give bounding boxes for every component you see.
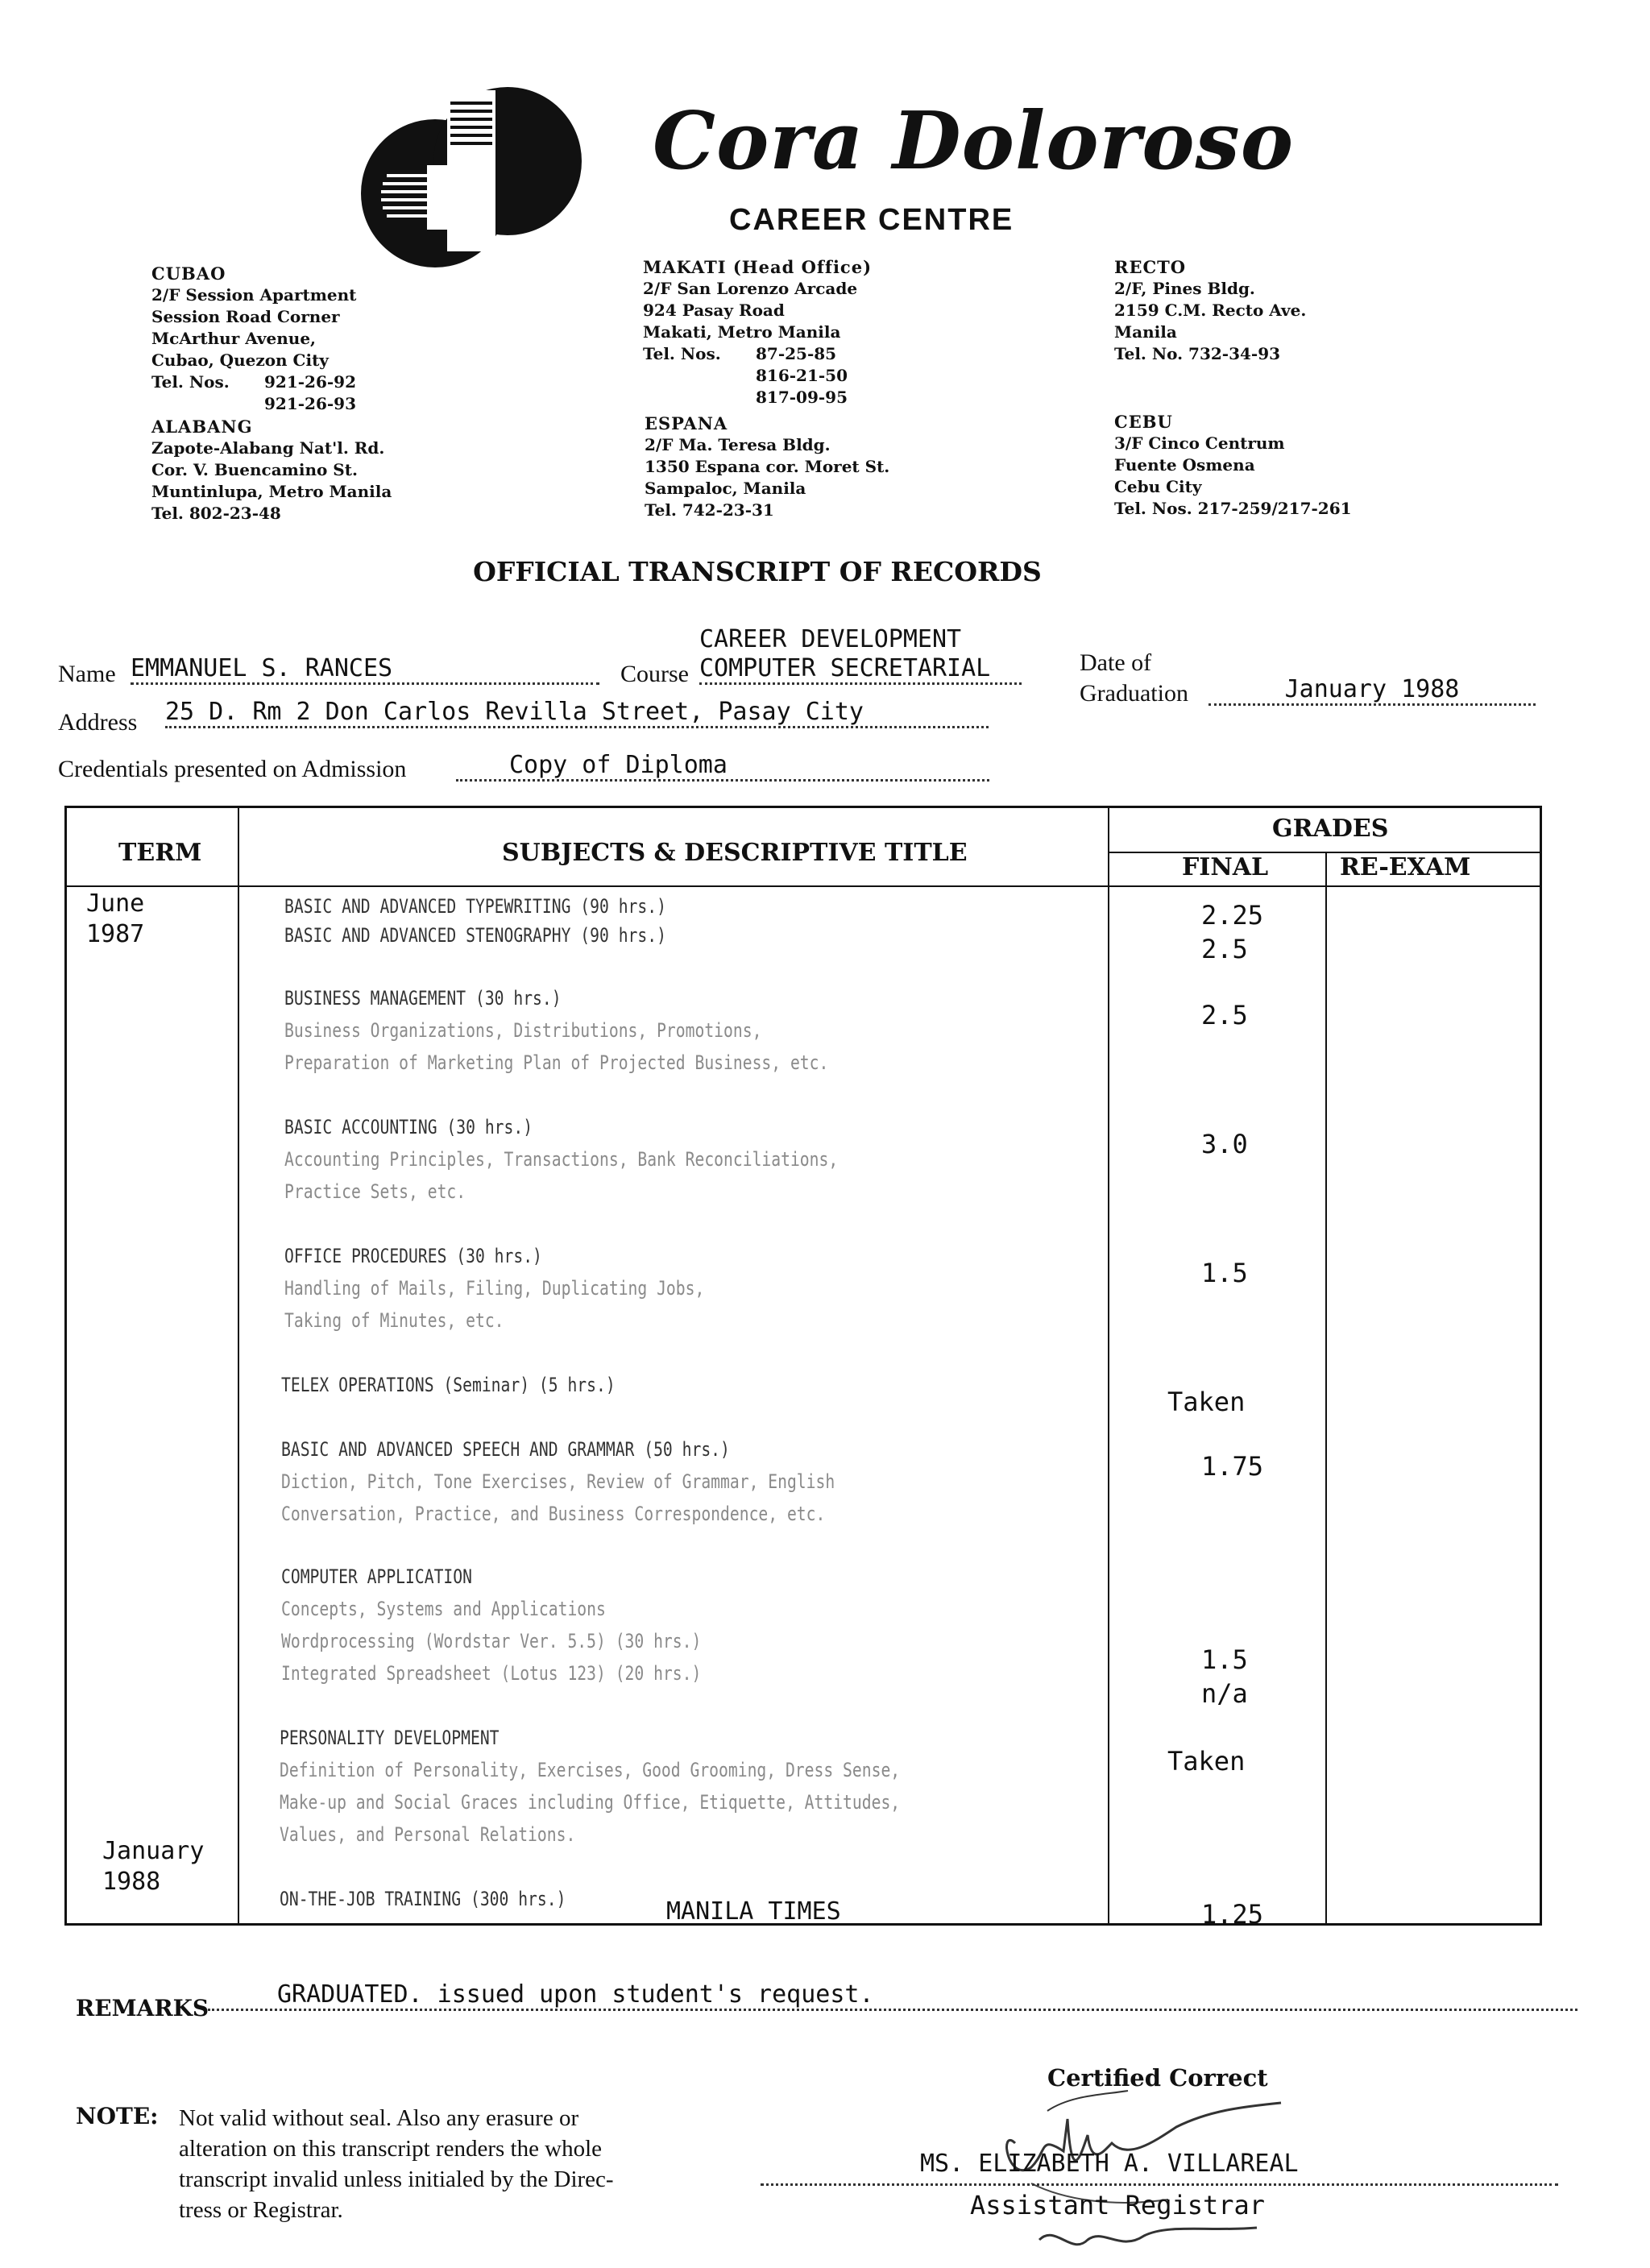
branch-line: McArthur Avenue, (151, 329, 317, 348)
tel-label: Tel. Nos. (151, 372, 230, 392)
subject-detail: Conversation, Practice, and Business Correspondence, etc. (281, 1503, 826, 1525)
subject-heading: BASIC AND ADVANCED STENOGRAPHY (90 hrs.) (284, 924, 666, 947)
subject-heading: PERSONALITY DEVELOPMENT (280, 1727, 500, 1749)
cora-doloroso-logo (354, 81, 588, 274)
branch-line: 2/F San Lorenzo Arcade (643, 279, 858, 298)
certified-correct: Certified Correct (1047, 2064, 1268, 2092)
branch-line: Tel. 742-23-31 (645, 500, 774, 520)
subject-detail: Diction, Pitch, Tone Exercises, Review of Grammar, English (281, 1470, 835, 1493)
student-credentials (456, 751, 989, 782)
subject-detail: Handling of Mails, Filing, Duplicating Jobs, (284, 1277, 705, 1300)
course-label: Course (620, 661, 689, 687)
remarks-field (208, 1980, 1577, 2011)
grade-speech-grammar: 1.75 (1201, 1451, 1264, 1482)
term-year: 1987 (86, 920, 145, 948)
branch-line: 2/F, Pines Bldg. (1114, 279, 1255, 298)
brand-name: Cora Doloroso (653, 95, 1295, 188)
grade-business-management: 2.5 (1201, 1000, 1248, 1030)
branch-cubao (151, 263, 356, 415)
header-final: FINAL (1182, 853, 1269, 881)
branch-line: Cebu City (1114, 477, 1202, 496)
grade-stenography: 2.5 (1201, 934, 1248, 964)
subject-typewriting (284, 890, 750, 923)
subject-heading: COMPUTER APPLICATION (281, 1565, 472, 1588)
term-month: June (86, 889, 145, 918)
note-line: Not valid without seal. Also any erasure or (179, 2105, 579, 2131)
subject-detail: Wordprocessing (Wordstar Ver. 5.5) (30 hrs.) (281, 1630, 702, 1652)
registrar-name: MS. ELIZABETH A. VILLAREAL (920, 2150, 1299, 2178)
student-name-value: EMMANUEL S. RANCES (131, 654, 393, 682)
subject-detail: Taking of Minutes, etc. (284, 1309, 504, 1332)
course-line-1: CAREER DEVELOPMENT (699, 625, 962, 653)
subject-telex (281, 1369, 689, 1401)
subject-basic-accounting (284, 1111, 960, 1208)
subject-detail: Accounting Principles, Transactions, Bank Reconciliations, (284, 1148, 839, 1171)
brand-subtitle: CAREER CENTRE (729, 203, 1014, 237)
grade-telex: Taken (1167, 1387, 1246, 1417)
student-name (131, 654, 599, 685)
graduation-label-1: Date of (1080, 649, 1152, 676)
student-course (699, 654, 1022, 685)
subject-heading: ON-THE-JOB TRAINING (300 hrs.) (280, 1888, 566, 1910)
subject-business-management (284, 982, 948, 1079)
branch-alabang (151, 416, 392, 525)
branch-makati (643, 256, 872, 408)
grade-ojt: 1.25 (1201, 1899, 1264, 1930)
subject-stenography (284, 919, 750, 952)
subject-heading: TELEX OPERATIONS (Seminar) (5 hrs.) (281, 1374, 616, 1396)
subject-detail: Preparation of Marketing Plan of Projected Business, etc. (284, 1051, 829, 1074)
grades-table (64, 806, 1542, 1930)
tel-number: 816-21-50 (756, 366, 848, 385)
tel-number: 921-26-93 (264, 394, 357, 413)
branch-line: Tel. 802-23-48 (151, 504, 281, 523)
header-reexam: RE-EXAM (1340, 853, 1471, 881)
graduation-label-2: Graduation (1080, 680, 1188, 707)
credentials-label: Credentials presented on Admission (58, 756, 407, 782)
tel-number: 87-25-85 (756, 344, 837, 363)
branch-espana (645, 413, 889, 521)
document-title: OFFICIAL TRANSCRIPT OF RECORDS (473, 556, 1042, 587)
subject-heading: BASIC ACCOUNTING (30 hrs.) (284, 1116, 533, 1138)
branch-line: Makati, Metro Manila (643, 322, 841, 342)
subject-heading: BASIC AND ADVANCED SPEECH AND GRAMMAR (50 hrs.) (281, 1438, 730, 1461)
name-label: Name (58, 661, 116, 687)
signature-line (761, 2183, 1558, 2186)
graduation-date (1208, 675, 1536, 706)
grade-office-procedures: 1.5 (1201, 1258, 1248, 1288)
tel-number: 817-09-95 (756, 388, 848, 407)
branch-name: CUBAO (151, 263, 226, 284)
branch-line: 924 Pasay Road (643, 301, 785, 320)
subject-ojt (280, 1883, 628, 1915)
subject-office-procedures (284, 1240, 797, 1337)
ojt-company: MANILA TIMES (666, 1897, 841, 1926)
note-line: alteration on this transcript renders the whole (179, 2136, 603, 2162)
branch-name: MAKATI (Head Office) (643, 257, 873, 277)
branch-line: Muntinlupa, Metro Manila (151, 482, 392, 501)
subject-heading: BASIC AND ADVANCED TYPEWRITING (90 hrs.) (284, 895, 666, 918)
term-end (102, 1836, 204, 1897)
subject-heading: OFFICE PROCEDURES (30 hrs.) (284, 1245, 542, 1267)
branch-line: Tel. No. 732-34-93 (1114, 344, 1281, 363)
branch-line: 2/F Session Apartment (151, 285, 357, 305)
branch-line: Cor. V. Buencamino St. (151, 460, 358, 479)
grade-typewriting: 2.25 (1201, 900, 1264, 931)
branch-line: Sampaloc, Manila (645, 479, 806, 498)
grade-basic-accounting: 3.0 (1201, 1129, 1248, 1159)
student-address-value: 25 D. Rm 2 Don Carlos Revilla Street, Pasay City (165, 698, 864, 726)
note-line: transcript invalid unless initialed by the Direc- (179, 2166, 614, 2192)
branch-line: 3/F Cinco Centrum (1114, 433, 1285, 453)
branch-line: Cubao, Quezon City (151, 350, 329, 370)
subject-detail: Make-up and Social Graces including Office, Etiquette, Attitudes, (280, 1791, 901, 1814)
branch-name: CEBU (1114, 412, 1173, 432)
branch-line: Session Road Corner (151, 307, 340, 326)
subject-detail: Practice Sets, etc. (284, 1180, 466, 1203)
branch-recto (1114, 256, 1306, 365)
tel-number: 921-26-92 (264, 372, 357, 392)
term-year: 1988 (102, 1868, 161, 1896)
header-grades: GRADES (1272, 815, 1389, 843)
term-start (86, 889, 144, 950)
branch-cebu (1114, 411, 1352, 520)
branch-line: Fuente Osmena (1114, 455, 1255, 475)
subject-speech-grammar (281, 1433, 956, 1530)
grade-wordprocessing: 1.5 (1201, 1644, 1248, 1675)
subject-detail: Values, and Personal Relations. (280, 1823, 576, 1846)
grade-personality-development: Taken (1167, 1746, 1246, 1777)
remarks-text: GRADUATED. issued upon student's request. (277, 1980, 874, 2009)
branch-line: 2/F Ma. Teresa Bldg. (645, 435, 831, 454)
branch-line: 1350 Espana cor. Moret St. (645, 457, 890, 476)
subject-detail: Integrated Spreadsheet (Lotus 123) (20 hrs.) (281, 1662, 702, 1685)
subject-personality-development (280, 1722, 1036, 1851)
grade-spreadsheet: n/a (1201, 1678, 1248, 1709)
branch-line: Zapote-Alabang Nat'l. Rd. (151, 438, 385, 458)
course-line-2: COMPUTER SECRETARIAL (699, 654, 991, 682)
credentials-value: Copy of Diploma (509, 751, 728, 779)
subject-detail: Definition of Personality, Exercises, Good Grooming, Dress Sense, (280, 1759, 901, 1781)
registrar-title: Assistant Registrar (970, 2190, 1266, 2220)
subject-heading: BUSINESS MANAGEMENT (30 hrs.) (284, 987, 562, 1010)
tel-label: Tel. Nos. (643, 344, 721, 363)
header-subjects: SUBJECTS & DESCRIPTIVE TITLE (502, 839, 968, 867)
branch-line: Manila (1114, 322, 1177, 342)
subject-detail: Business Organizations, Distributions, Promotions, (284, 1019, 762, 1042)
student-address (165, 698, 989, 728)
note-line: tress or Registrar. (179, 2197, 343, 2223)
note-label: NOTE: (76, 2103, 159, 2129)
branch-name: RECTO (1114, 257, 1187, 277)
branch-line: Tel. Nos. 217-259/217-261 (1114, 499, 1352, 518)
note-text (179, 2103, 614, 2225)
branch-name: ESPANA (645, 413, 728, 433)
branch-line: 2159 C.M. Recto Ave. (1114, 301, 1307, 320)
header-term: TERM (118, 839, 202, 867)
branch-name: ALABANG (151, 417, 253, 437)
subject-computer-application (281, 1561, 794, 1690)
subject-detail: Concepts, Systems and Applications (281, 1598, 606, 1620)
address-label: Address (58, 709, 138, 736)
graduation-date-value: January 1988 (1284, 675, 1460, 703)
remarks-label: REMARKS (76, 1995, 209, 2021)
term-month: January (102, 1837, 205, 1865)
